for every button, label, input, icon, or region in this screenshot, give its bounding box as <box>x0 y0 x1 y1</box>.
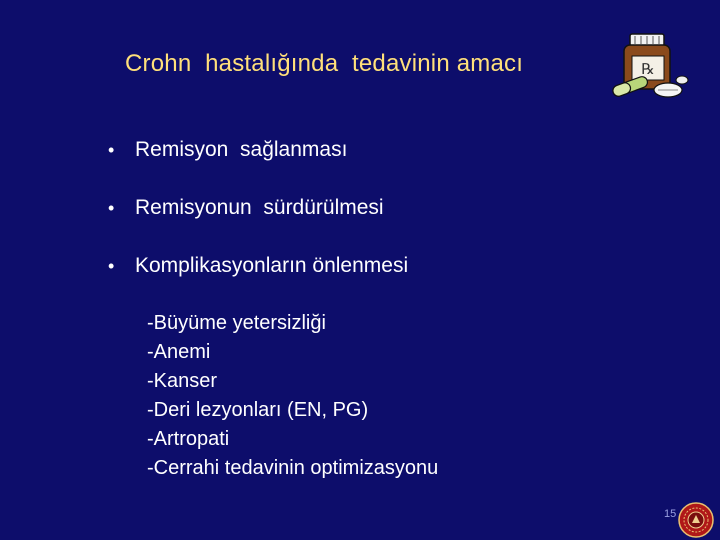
sub-list-item: -Kanser <box>147 370 218 392</box>
sub-list-item: -Anemi <box>147 341 211 363</box>
prescription-bottle-pills-icon <box>606 32 690 100</box>
list-item <box>108 136 348 194</box>
sub-list-item: -Artropati <box>147 428 230 450</box>
sub-list-item: -Cerrahi tedavinin optimizasyonu <box>147 457 439 479</box>
slide-title: Crohn hastalığında tedavinin amacı <box>125 50 524 77</box>
sub-list-item: -Deri lezyonları (EN, PG) <box>147 399 369 421</box>
sub-list-item: -Büyüme yetersizliği <box>147 312 326 334</box>
bullet-marker: • <box>108 140 115 160</box>
bullet-list <box>108 136 409 310</box>
bullet-text: Remisyonun sürdürülmesi <box>135 196 384 219</box>
complication-list <box>147 309 438 483</box>
list-item <box>108 252 409 310</box>
university-seal-icon <box>678 502 714 538</box>
list-item <box>108 194 384 252</box>
bullet-text: Remisyon sağlanması <box>135 138 348 161</box>
page-number: 15 <box>664 508 677 520</box>
bullet-marker: • <box>108 198 115 218</box>
bullet-text: Komplikasyonların önlenmesi <box>135 254 409 277</box>
bullet-marker: • <box>108 256 115 276</box>
svg-text:℞: ℞ <box>641 62 655 78</box>
